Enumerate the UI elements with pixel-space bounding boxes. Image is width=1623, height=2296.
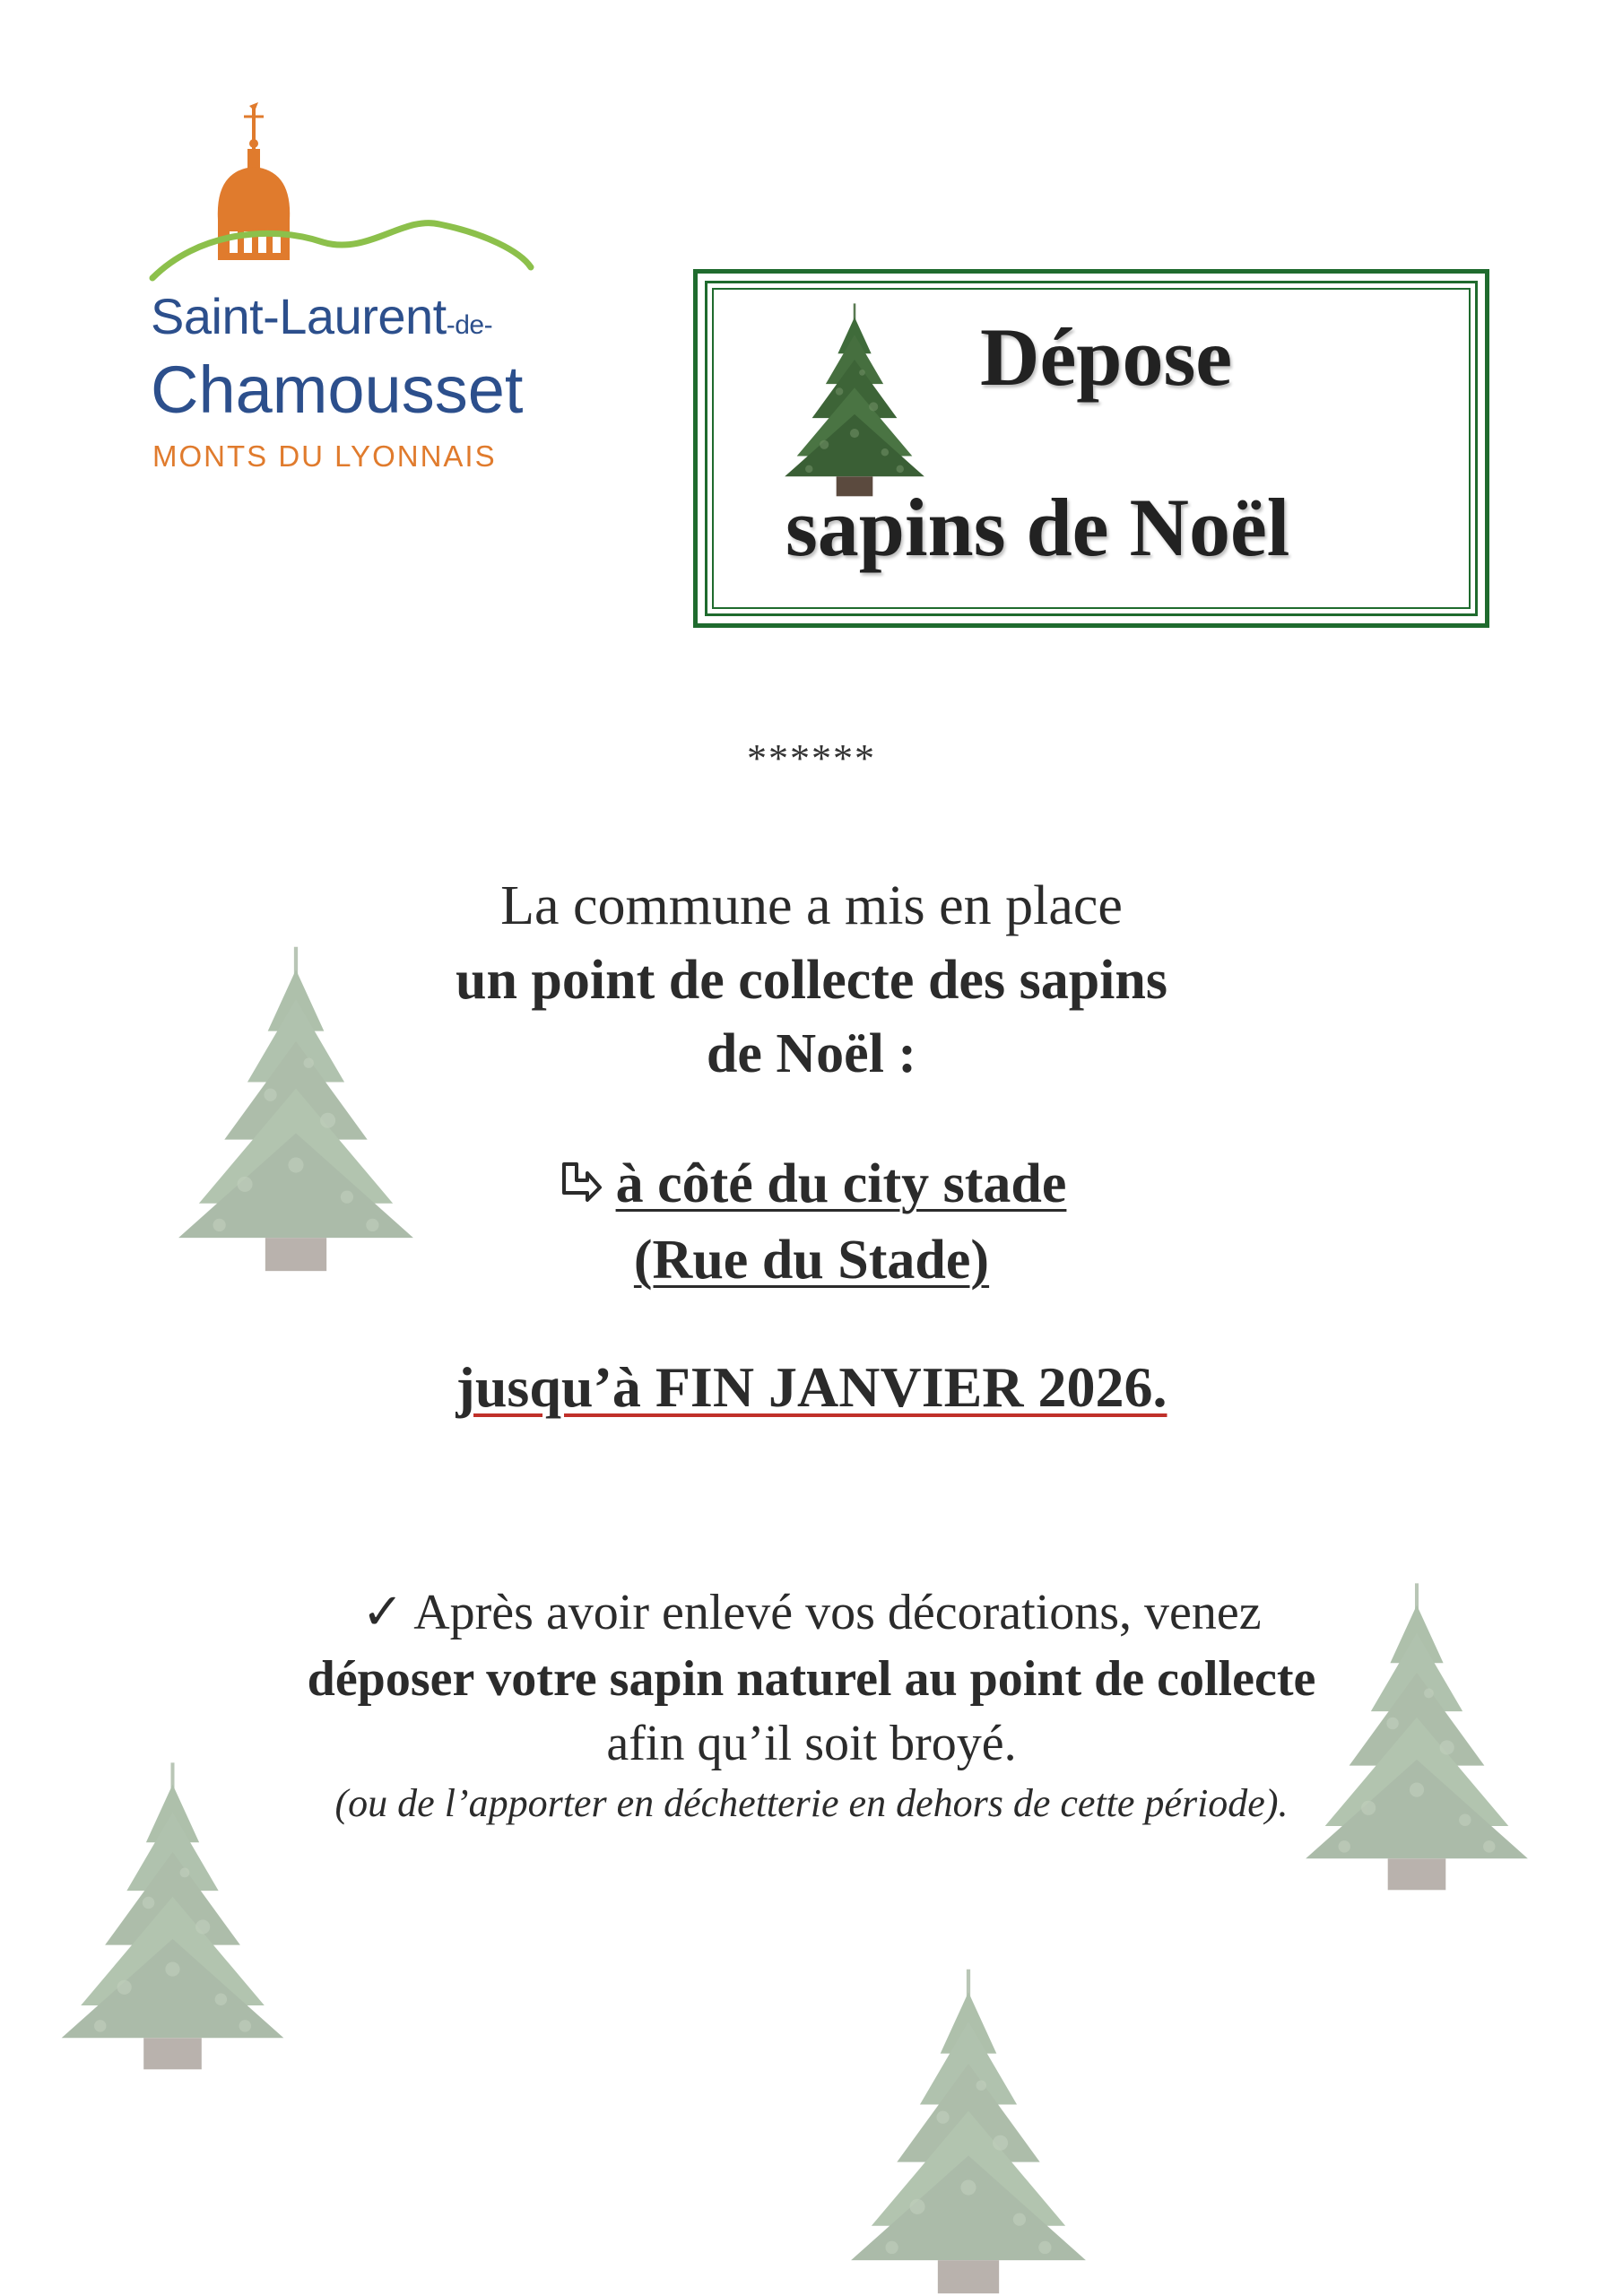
location-line2: (Rue du Stade)	[633, 1230, 990, 1291]
christmas-tree-icon	[161, 942, 430, 1274]
intro-line2: un point de collecte des sapins	[455, 950, 1168, 1011]
info-line1: ✓ Après avoir enlevé vos décorations, venez	[361, 1585, 1262, 1640]
municipality-logo	[143, 99, 538, 475]
church-dome-icon	[143, 99, 538, 287]
logo-name-line1: Saint-Laurent-de-	[151, 288, 493, 344]
christmas-tree-icon	[45, 1758, 300, 2072]
title-frame	[693, 269, 1489, 628]
pointing-arrow-icon	[557, 1159, 603, 1205]
christmas-tree-icon	[778, 300, 931, 498]
christmas-tree-icon	[1291, 1578, 1542, 1892]
logo-name-line2: Chamousset	[151, 352, 524, 427]
title-line2: sapins de Noël	[785, 482, 1290, 573]
intro-line3: de Noël :	[706, 1023, 917, 1084]
title-line1: Dépose	[980, 311, 1233, 403]
separator: ******	[747, 736, 876, 780]
deadline: jusqu’à FIN JANVIER 2026.	[456, 1355, 1167, 1419]
intro-line1: La commune a mis en place	[500, 875, 1123, 936]
logo-subtitle: MONTS DU LYONNAIS	[152, 439, 497, 473]
info-line4: (ou de l’apporter en déchetterie en dehors de cette période).	[334, 1781, 1289, 1825]
location-line1: à côté du city stade	[0, 1152, 1623, 1216]
info-line3: afin qu’il soit broyé.	[606, 1716, 1017, 1771]
christmas-tree-icon	[825, 1964, 1112, 2296]
info-line2: déposer votre sapin naturel au point de collecte	[307, 1651, 1316, 1707]
